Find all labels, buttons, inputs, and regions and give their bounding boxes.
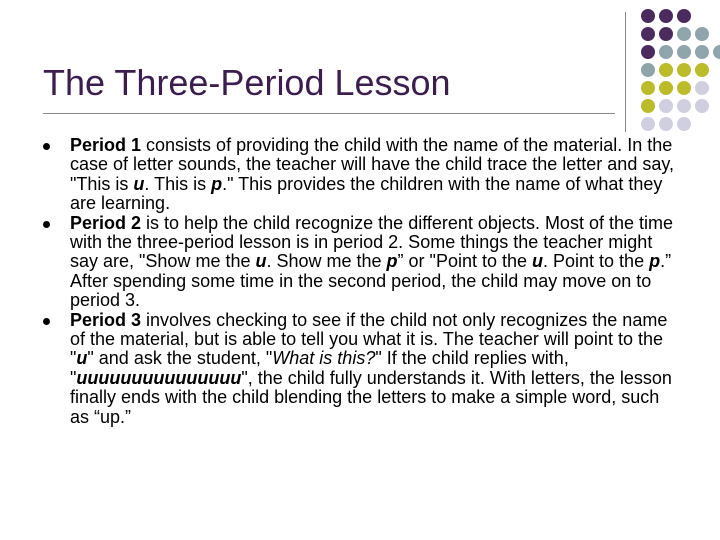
decorative-dot <box>659 45 673 59</box>
period-label: Period 3 <box>70 309 142 330</box>
decorative-dot <box>641 27 655 41</box>
decorative-dot <box>659 99 673 113</box>
vertical-divider <box>625 12 626 132</box>
decorative-dot <box>677 81 691 95</box>
decorative-dot <box>659 117 673 131</box>
decorative-dot <box>713 45 720 59</box>
bullet-list <box>40 136 680 427</box>
decorative-dot <box>695 81 709 95</box>
decorative-dot <box>659 27 673 41</box>
period-label: Period 2 <box>70 212 142 233</box>
text-run: . Point to the <box>543 251 650 272</box>
text-run: " and ask the student, " <box>87 348 273 369</box>
text-run: consists of providing the child with the name of the material. In the case of letter sounds, the teacher will have the child trace the letter and say, "This is <box>70 135 675 194</box>
decorative-dot <box>641 81 655 95</box>
decorative-dot <box>695 45 709 59</box>
text-run: ” or "Point to the <box>397 251 533 272</box>
letter-u: u <box>133 173 145 194</box>
decorative-dot <box>641 9 655 23</box>
letter-p: p <box>386 251 398 272</box>
decorative-dot <box>659 63 673 77</box>
text-run: ", the child fully understands it. With letters, the lesson finally ends with the child blending the letters to make a simple word, such as “up.” <box>70 367 672 427</box>
letter-u: u <box>255 251 267 272</box>
decorative-dot <box>641 63 655 77</box>
bullet-text <box>70 135 674 213</box>
child-reply: uuuuuuuuuuuuuuu <box>76 367 242 388</box>
period-label: Period 1 <box>70 135 142 155</box>
letter-u: u <box>76 348 88 369</box>
decorative-dot <box>677 9 691 23</box>
bullet-text <box>70 213 673 311</box>
letter-p: p <box>211 173 223 194</box>
bullet-dot-icon <box>43 221 50 228</box>
bullet-period-1 <box>40 136 680 214</box>
decorative-dot <box>659 9 673 23</box>
decorative-dot <box>695 99 709 113</box>
text-run: ." This provides the children with the name of what they are learning. <box>70 173 663 214</box>
decorative-dot <box>677 45 691 59</box>
bullet-period-2 <box>40 214 680 311</box>
decorative-dot <box>677 63 691 77</box>
decorative-dot <box>677 99 691 113</box>
letter-p: p <box>649 251 661 272</box>
bullet-period-3 <box>40 311 680 427</box>
slide-title: The Three-Period Lesson <box>43 62 451 103</box>
text-run: . This is <box>144 173 212 194</box>
text-run: " If the child replies with, " <box>70 348 569 388</box>
decorative-dot <box>641 117 655 131</box>
decorative-dot <box>641 99 655 113</box>
text-run: involves checking to see if the child not only recognizes the name of the material, but is able to tell you what it is. The teacher will point to the " <box>70 309 668 369</box>
text-run: . Show me the <box>266 251 387 272</box>
decorative-dot <box>677 117 691 131</box>
bullet-text <box>70 310 672 427</box>
bullet-dot-icon <box>43 318 50 325</box>
decorative-dot <box>695 63 709 77</box>
title-divider <box>43 113 615 114</box>
bullet-dot-icon <box>43 143 50 150</box>
decorative-dot <box>677 27 691 41</box>
decorative-dot <box>641 45 655 59</box>
question-quote: What is this? <box>272 348 376 369</box>
decorative-dot <box>695 27 709 41</box>
decorative-dot <box>659 81 673 95</box>
text-run: is to help the child recognize the different objects. Most of the time with the three-period lesson is in period 2. Some things the teacher might say are, "Show me the <box>70 212 673 272</box>
text-run: .” After spending some time in the second period, the child may move on to period 3. <box>70 251 672 311</box>
letter-u: u <box>532 251 544 272</box>
